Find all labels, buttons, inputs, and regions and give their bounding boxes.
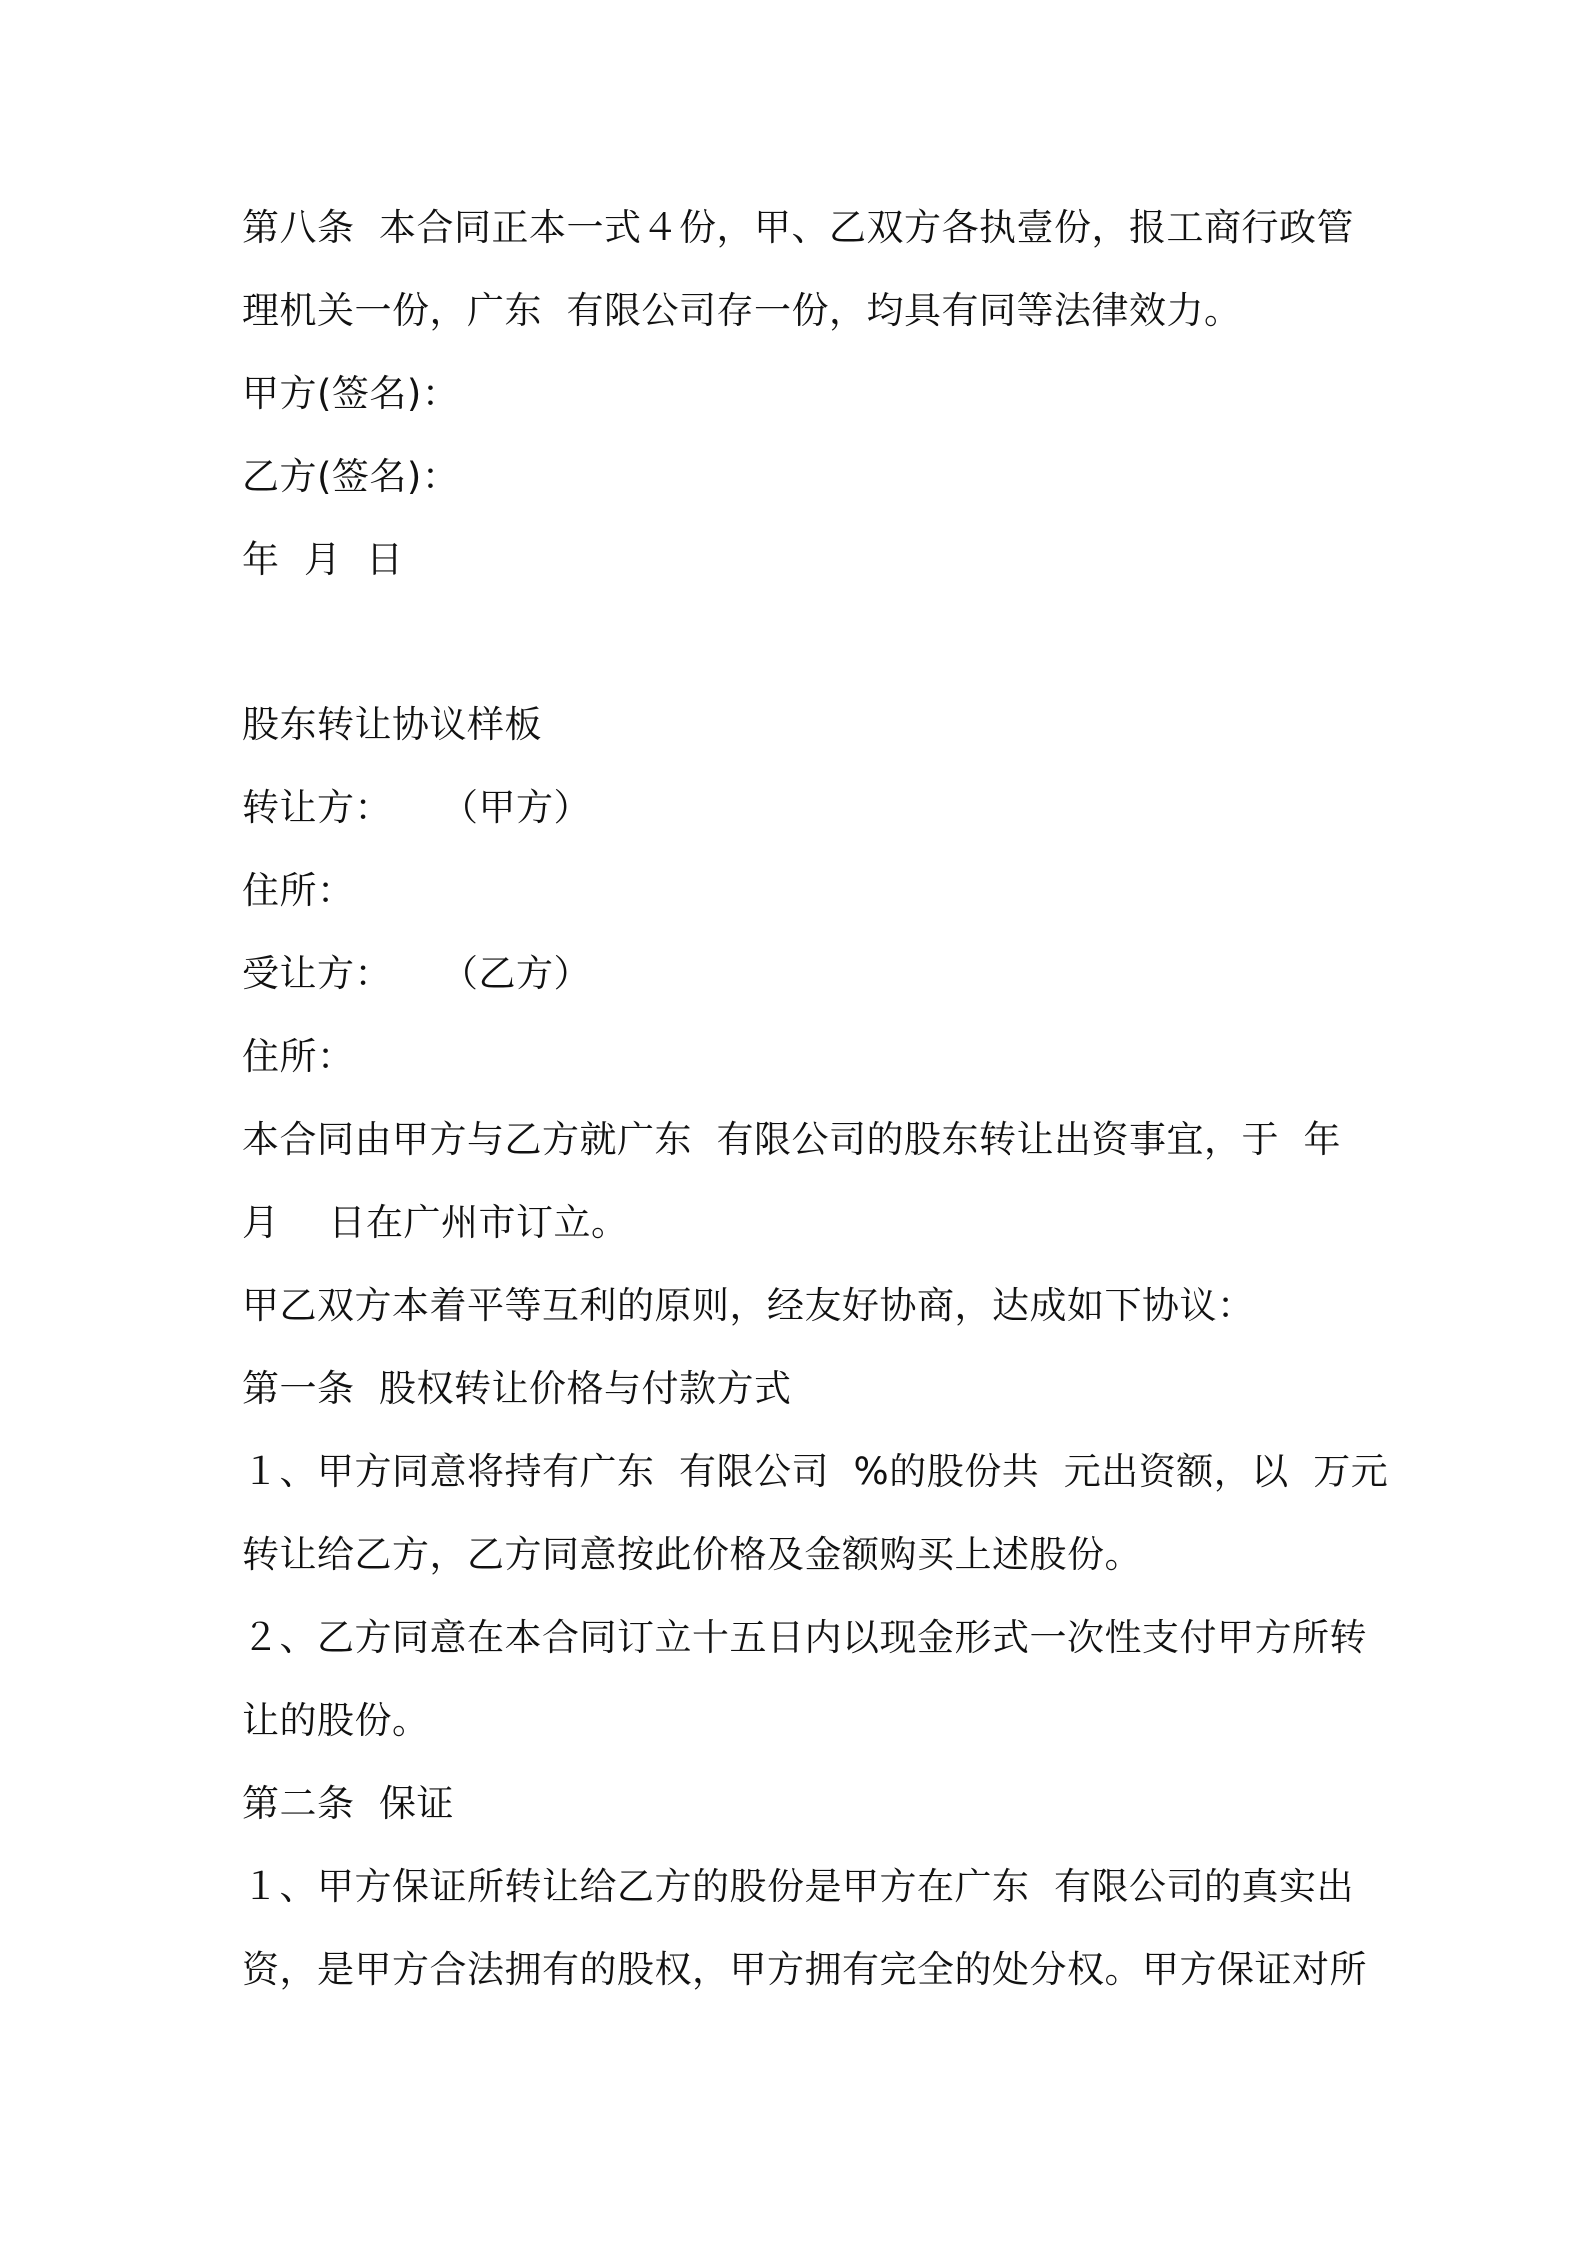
clause-2-item-1-line-2: 资，是甲方合法拥有的股权，甲方拥有完全的处分权。甲方保证对所 xyxy=(242,1948,1367,1991)
intro-line-1: 本合同由甲方与乙方就广东 有限公司的股东转让出资事宜，于 年 xyxy=(242,1118,1342,1161)
document-title: 股东转让协议样板 xyxy=(242,703,542,746)
clause-8-line-2: 理机关一份，广东 有限公司存一份，均具有同等法律效力。 xyxy=(242,289,1242,332)
transferee-line: 受让方： （乙方） xyxy=(242,952,592,995)
clause-1-heading: 第一条 股权转让价格与付款方式 xyxy=(242,1367,792,1410)
clause-1-item-1-line-1: １、甲方同意将持有广东 有限公司 %的股份共 元出资额，以 万元 xyxy=(242,1450,1389,1493)
clause-2-item-1-line-1: １、甲方保证所转让给乙方的股份是甲方在广东 有限公司的真实出 xyxy=(242,1865,1355,1908)
agreement-preamble: 甲乙双方本着平等互利的原则，经友好协商，达成如下协议： xyxy=(242,1284,1255,1327)
clause-1-item-1-line-2: 转让给乙方，乙方同意按此价格及金额购买上述股份。 xyxy=(242,1533,1142,1576)
transferee-address-line: 住所： xyxy=(242,1035,355,1078)
clause-1-item-2-line-1: ２、乙方同意在本合同订立十五日内以现金形式一次性支付甲方所转 xyxy=(242,1616,1367,1659)
clause-8-line-1: 第八条 本合同正本一式４份，甲、乙双方各执壹份，报工商行政管 xyxy=(242,206,1355,249)
intro-line-2: 月 日在广州市订立。 xyxy=(242,1201,629,1244)
clause-2-heading: 第二条 保证 xyxy=(242,1782,455,1825)
party-a-signature-line: 甲方(签名)： xyxy=(242,372,460,415)
transferor-address-line: 住所： xyxy=(242,869,355,912)
date-line: 年 月 日 xyxy=(242,538,404,581)
party-b-signature-line: 乙方(签名)： xyxy=(242,455,460,498)
clause-1-item-2-line-2: 让的股份。 xyxy=(242,1699,430,1742)
transferor-line: 转让方： （甲方） xyxy=(242,786,592,829)
